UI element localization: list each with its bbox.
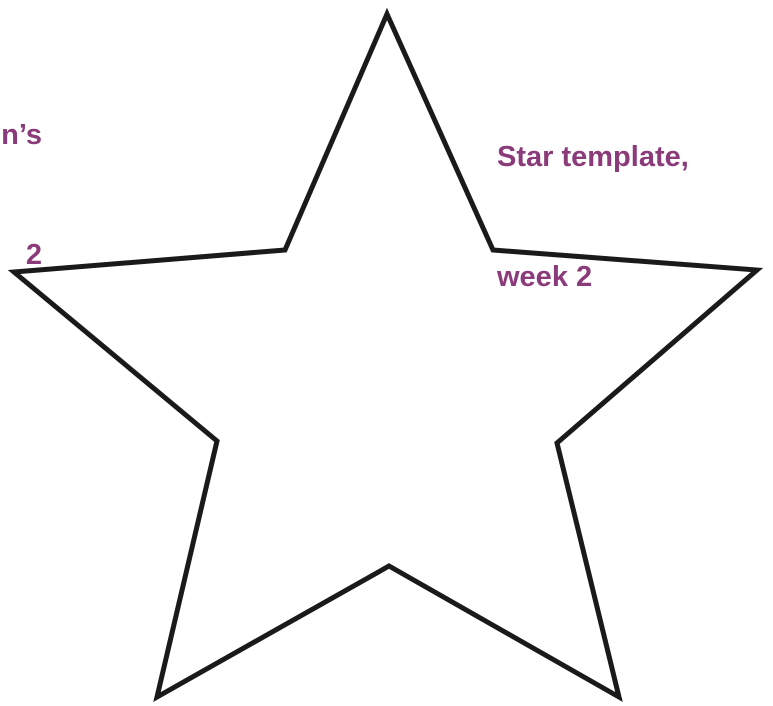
partial-title-line-2: 2 xyxy=(25,239,42,271)
star-template-title-line-2: week 2 xyxy=(497,261,593,293)
partial-title-line-1: n’s xyxy=(1,119,42,151)
partial-title-label xyxy=(0,35,42,355)
star-template-title xyxy=(497,57,689,377)
star-template-title-line-1: Star template, xyxy=(497,141,689,173)
